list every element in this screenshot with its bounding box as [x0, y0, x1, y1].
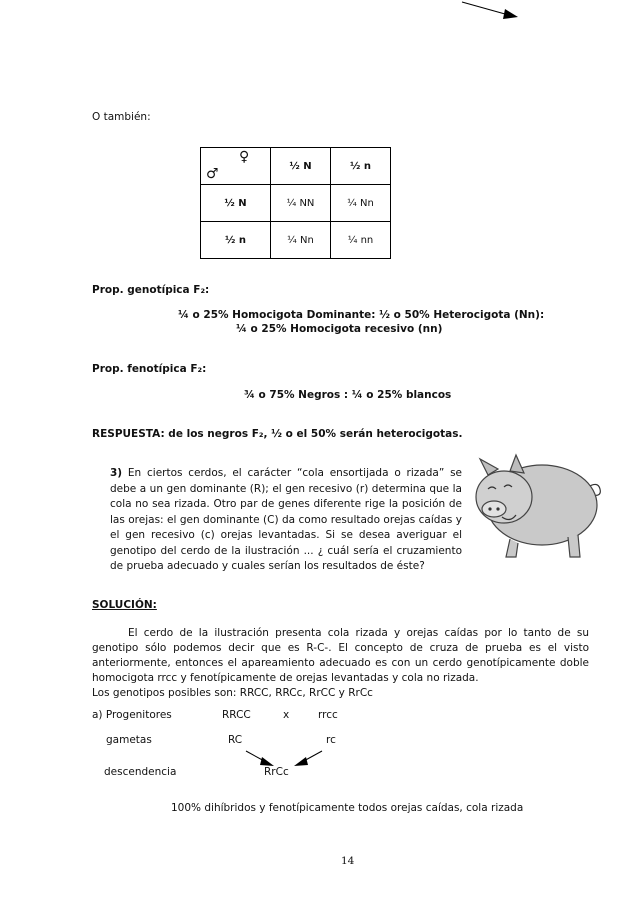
progenitores-label: a) Progenitores — [92, 709, 172, 721]
problem-line: cola no sea rizada. Otro par de genes diferente rige la posición de — [110, 498, 462, 510]
page-number: 14 — [341, 855, 355, 867]
respuesta: RESPUESTA: de los negros F₂, ½ o el 50% serán heterocigotas. — [92, 428, 463, 440]
male-symbol-icon: ♂ — [206, 166, 219, 182]
solucion-line: anteriormente, entonces el apareamiento adecuado es con un cerdo genotípicamente doble — [92, 657, 589, 669]
tambien-label: O también: — [92, 111, 151, 123]
solucion-line: Los genotipos posibles son: RRCC, RRCc, RrCC y RrCc — [92, 687, 373, 699]
punnett-row-header: ½ n — [201, 222, 271, 259]
top-arrow-icon — [460, 0, 530, 25]
punnett-square — [200, 147, 391, 259]
punnett-corner — [201, 148, 271, 185]
solucion-line: El cerdo de la ilustración presenta cola rizada y orejas caídas por lo tanto de su — [128, 627, 589, 639]
punnett-cell: ¼ Nn — [331, 185, 391, 222]
punnett-row-header: ½ N — [201, 185, 271, 222]
punnett-cell: ¼ NN — [271, 185, 331, 222]
solucion-title: SOLUCIÓN: — [92, 599, 157, 611]
problem-line: debe a un gen dominante (R); el gen recesivo (r) determina que la — [110, 482, 462, 495]
problem-line: el gen recesivo (c) orejas levantadas. Si se desea averiguar el — [110, 529, 462, 541]
conclusion: 100% dihíbridos y fenotípicamente todos orejas caídas, cola rizada — [171, 802, 524, 814]
prop-fenotipica-line1: ¾ o 75% Negros : ¼ o 25% blancos — [244, 389, 452, 401]
punnett-col-header: ½ N — [271, 148, 331, 185]
prop-genotipica-line1: ¼ o 25% Homocigota Dominante: ½ o 50% Heterocigota (Nn): — [178, 309, 545, 321]
progenitor-1: RRCC — [222, 709, 251, 721]
descendencia-label: descendencia — [104, 766, 177, 778]
problem-line: de prueba adecuado y cuales serían los resultados de éste? — [110, 560, 425, 572]
solucion-line: homocigota rrcc y fenotípicamente de orejas levantadas y cola no rizada. — [92, 672, 479, 684]
problem-line: 3) En ciertos cerdos, el carácter “cola ensortijada o rizada” se — [110, 467, 463, 479]
prop-fenotipica-title: Prop. fenotípica F₂: — [92, 363, 207, 375]
progenitor-2: rrcc — [318, 709, 338, 721]
punnett-cell: ¼ Nn — [271, 222, 331, 259]
offspring: RrCc — [264, 766, 289, 778]
gameta-2: rc — [326, 734, 336, 746]
punnett-cell: ¼ nn — [331, 222, 391, 259]
prop-genotipica-line2: ¼ o 25% Homocigota recesivo (nn) — [236, 323, 443, 335]
female-symbol-icon: ♀ — [239, 149, 250, 165]
punnett-col-header: ½ n — [331, 148, 391, 185]
pig-illustration — [470, 447, 610, 562]
gametas-label: gametas — [106, 734, 152, 746]
problem-line: genotipo del cerdo de la ilustración ... ¿ cuál sería el cruzamiento — [110, 544, 462, 557]
cross-symbol: x — [283, 709, 290, 721]
problem-3 — [110, 466, 462, 575]
solucion-line: genotipo sólo podemos decir que es R-C-. El concepto de cruza de prueba es el visto — [92, 642, 589, 654]
gameta-1: RC — [228, 734, 243, 746]
solucion-text — [92, 626, 589, 701]
problem-line: las orejas: el gen dominante (C) da como resultado orejas caídas y — [110, 513, 462, 526]
prop-genotipica-title: Prop. genotípica F₂: — [92, 284, 210, 296]
